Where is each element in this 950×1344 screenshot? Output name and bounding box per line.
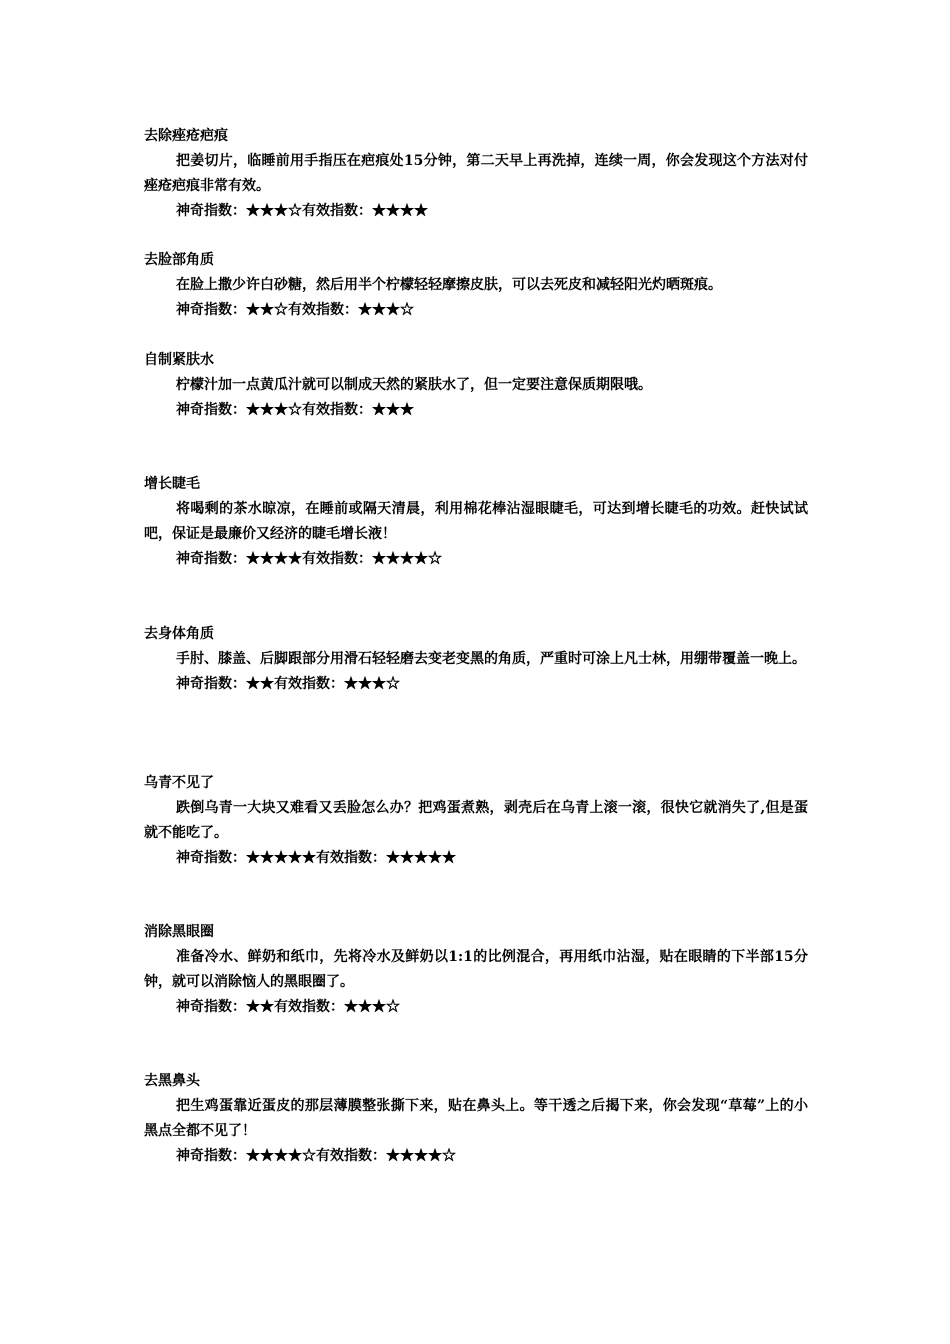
magic-label: 神奇指数： <box>176 999 246 1015</box>
tip-section <box>144 1069 808 1169</box>
tip-section <box>144 771 808 871</box>
tip-rating <box>144 1144 808 1169</box>
tip-text: 将喝剩的茶水晾凉，在睡前或隔天清晨，利用棉花棒沾湿眼睫毛，可达到增长睫毛的功效。赶快试试吧，保证是最廉价又经济的睫毛增长液！ <box>144 501 808 542</box>
tip-title: 乌青不见了 <box>144 775 214 791</box>
effective-label: 有效指数： <box>302 402 372 418</box>
tip-text: 把姜切片，临睡前用手指压在疤痕处15分钟，第二天早上再洗掉，连续一周，你会发现这个方法对付痤疮疤痕非常有效。 <box>144 153 808 194</box>
magic-label: 神奇指数： <box>176 1148 246 1164</box>
tip-rating <box>144 199 808 224</box>
tip-section <box>144 920 808 1020</box>
tip-text: 跌倒乌青一大块又难看又丢脸怎么办？把鸡蛋煮熟，剥壳后在乌青上滚一滚，很快它就消失了,但是蛋就不能吃了。 <box>144 800 808 841</box>
effective-label: 有效指数： <box>302 203 372 219</box>
tip-title: 去身体角质 <box>144 626 214 642</box>
magic-label: 神奇指数： <box>176 302 246 318</box>
effective-stars: ★★★★★ <box>386 850 456 866</box>
magic-stars: ★★★★★ <box>246 850 316 866</box>
tip-text: 手肘、膝盖、后脚跟部分用滑石轻轻磨去变老变黑的角质，严重时可涂上凡士林，用绷带覆盖一晚上。 <box>176 651 806 667</box>
tip-rating <box>144 995 808 1020</box>
magic-label: 神奇指数： <box>176 676 246 692</box>
tip-title: 增长睫毛 <box>144 476 200 492</box>
magic-label: 神奇指数： <box>176 203 246 219</box>
effective-label: 有效指数： <box>274 676 344 692</box>
effective-stars: ★★★★☆ <box>386 1148 456 1164</box>
magic-stars: ★★ <box>246 999 274 1015</box>
effective-stars: ★★★☆ <box>344 999 400 1015</box>
tip-rating <box>144 547 808 572</box>
magic-label: 神奇指数： <box>176 551 246 567</box>
effective-label: 有效指数： <box>316 1148 386 1164</box>
tip-rating <box>144 398 808 423</box>
magic-stars: ★★★☆ <box>246 203 302 219</box>
tip-section <box>144 472 808 572</box>
effective-label: 有效指数： <box>288 302 358 318</box>
tip-section <box>144 622 808 697</box>
effective-label: 有效指数： <box>302 551 372 567</box>
magic-stars: ★★☆ <box>246 302 288 318</box>
tip-title: 去黑鼻头 <box>144 1073 200 1089</box>
tip-title: 去脸部角质 <box>144 252 214 268</box>
tip-title: 自制紧肤水 <box>144 352 214 368</box>
effective-stars: ★★★★ <box>372 203 428 219</box>
effective-stars: ★★★★☆ <box>372 551 442 567</box>
tip-title: 去除痤疮疤痕 <box>144 128 228 144</box>
tip-text: 柠檬汁加一点黄瓜汁就可以制成天然的紧肤水了，但一定要注意保质期限哦。 <box>176 377 652 393</box>
magic-stars: ★★★☆ <box>246 402 302 418</box>
tip-text: 准备冷水、鲜奶和纸巾，先将冷水及鲜奶以1:1的比例混合，再用纸巾沾湿，贴在眼睛的下半部15分钟，就可以消除恼人的黑眼圈了。 <box>144 949 808 990</box>
magic-stars: ★★ <box>246 676 274 692</box>
magic-stars: ★★★★☆ <box>246 1148 316 1164</box>
magic-stars: ★★★★ <box>246 551 302 567</box>
tip-text: 把生鸡蛋靠近蛋皮的那层薄膜整张撕下来，贴在鼻头上。等干透之后揭下来，你会发现“草莓”上的小黑点全都不见了！ <box>144 1098 808 1139</box>
tip-rating <box>144 846 808 871</box>
tip-rating <box>144 298 808 323</box>
effective-stars: ★★★☆ <box>344 676 400 692</box>
magic-label: 神奇指数： <box>176 402 246 418</box>
effective-stars: ★★★☆ <box>358 302 414 318</box>
effective-label: 有效指数： <box>274 999 344 1015</box>
magic-label: 神奇指数： <box>176 850 246 866</box>
tip-text: 在脸上撒少许白砂糖，然后用半个柠檬轻轻摩擦皮肤，可以去死皮和减轻阳光灼晒斑痕。 <box>176 277 722 293</box>
tip-section <box>144 248 808 323</box>
tip-rating <box>144 672 808 697</box>
effective-stars: ★★★ <box>372 402 414 418</box>
tip-section <box>144 124 808 224</box>
tip-section <box>144 348 808 423</box>
tip-title: 消除黑眼圈 <box>144 924 214 940</box>
effective-label: 有效指数： <box>316 850 386 866</box>
